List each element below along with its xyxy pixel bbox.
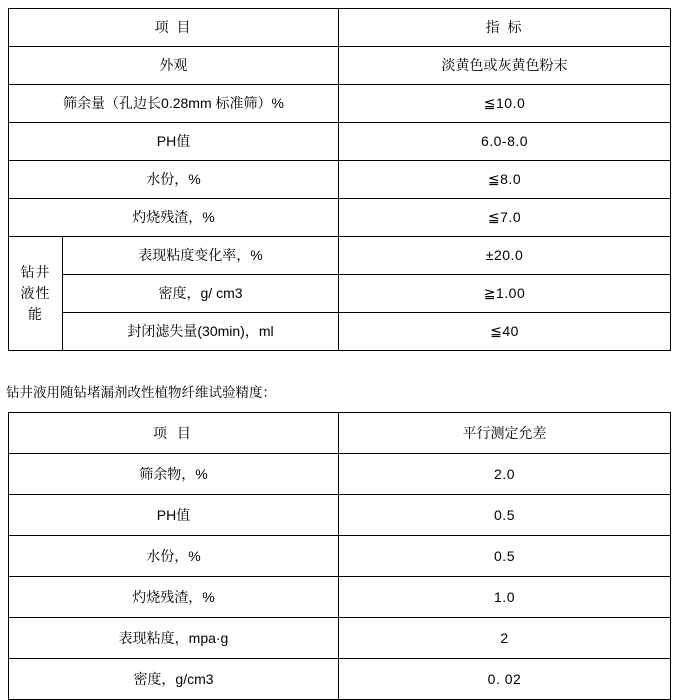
row-value: ≦7.0	[339, 199, 671, 237]
table-row	[9, 199, 671, 237]
table-row	[9, 454, 671, 495]
table-row	[9, 161, 671, 199]
row-label: 表现粘度，mpa·g	[9, 618, 339, 659]
row-value: ±20.0	[339, 237, 671, 275]
row-value: 0.5	[339, 536, 671, 577]
row-value: 1.0	[339, 577, 671, 618]
table-row	[9, 618, 671, 659]
group-label-line: 能	[28, 306, 43, 322]
column-header-index: 指 标	[339, 9, 671, 47]
section-caption: 钻井液用随钻堵漏剂改性植物纤维试验精度：	[6, 385, 276, 400]
row-label: 封闭滤失量(30min)，ml	[63, 313, 339, 351]
row-value: ≦8.0	[339, 161, 671, 199]
row-label: 灼烧残渣，%	[9, 577, 339, 618]
row-label: PH值	[9, 495, 339, 536]
row-label: 水份，%	[9, 536, 339, 577]
group-label-line: 液性	[20, 285, 51, 301]
table-row	[9, 85, 671, 123]
row-value: ≦40	[339, 313, 671, 351]
row-label: 密度，g/ cm3	[63, 275, 339, 313]
row-value: 2	[339, 618, 671, 659]
table-row	[9, 313, 671, 351]
table-row	[9, 536, 671, 577]
row-value: 0. 02	[339, 659, 671, 700]
row-value: ≦10.0	[339, 85, 671, 123]
table-row	[9, 123, 671, 161]
specification-table	[8, 8, 671, 351]
row-value: 淡黄色或灰黄色粉末	[339, 47, 671, 85]
precision-table	[8, 412, 671, 700]
table-header-row	[9, 413, 671, 454]
row-value: 0.5	[339, 495, 671, 536]
row-label: 灼烧残渣，%	[9, 199, 339, 237]
row-value: 2.0	[339, 454, 671, 495]
row-value: 6.0-8.0	[339, 123, 671, 161]
row-label: 密度，g/cm3	[9, 659, 339, 700]
group-label-line: 钻井	[20, 264, 51, 280]
column-header-tolerance: 平行测定允差	[339, 413, 671, 454]
column-header-item: 项 目	[9, 413, 339, 454]
row-label: 筛余量（孔边长0.28mm 标准筛）%	[9, 85, 339, 123]
table-header-row	[9, 9, 671, 47]
row-label: 筛余物，%	[9, 454, 339, 495]
row-value: ≧1.00	[339, 275, 671, 313]
table-row	[9, 47, 671, 85]
row-label: PH值	[9, 123, 339, 161]
row-label: 外观	[9, 47, 339, 85]
group-label-drilling-fluid-performance	[9, 237, 63, 351]
table-row	[9, 577, 671, 618]
table-row	[9, 237, 671, 275]
column-header-item: 项 目	[9, 9, 339, 47]
table-row	[9, 275, 671, 313]
row-label: 水份，%	[9, 161, 339, 199]
row-label: 表现粘度变化率，%	[63, 237, 339, 275]
table-row	[9, 495, 671, 536]
table-row	[9, 659, 671, 700]
